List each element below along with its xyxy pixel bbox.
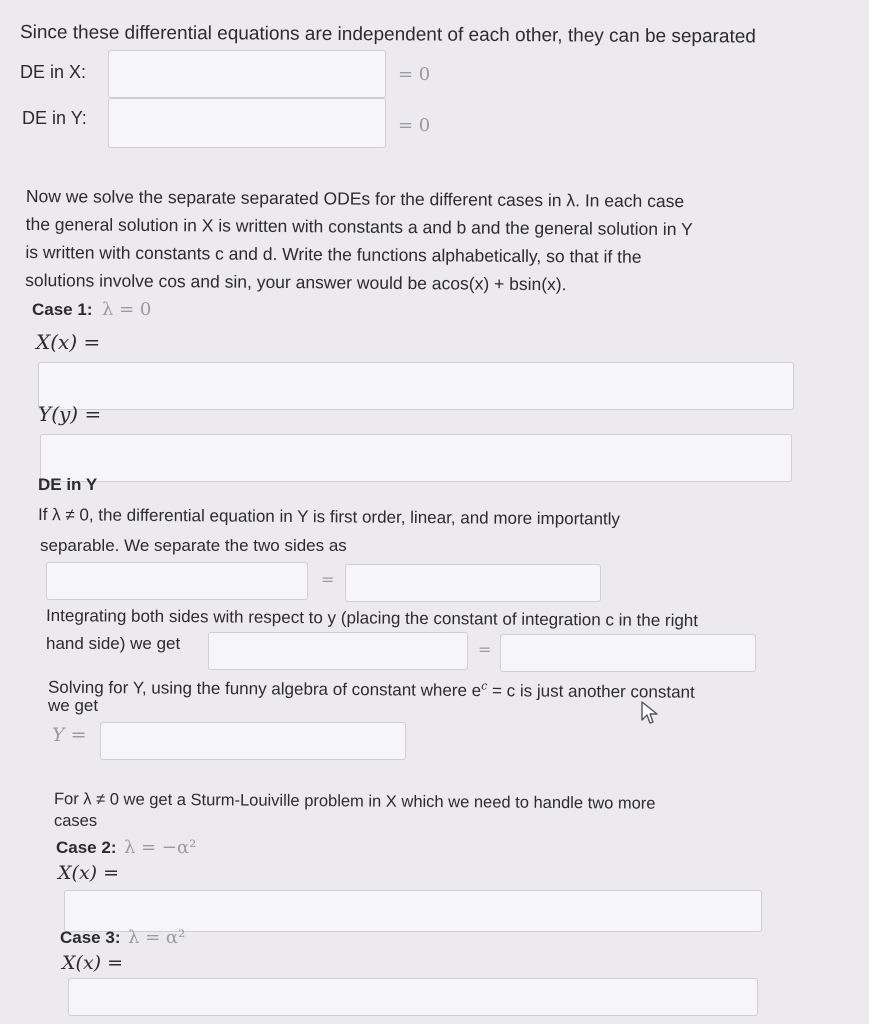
de-x-label: DE in X: — [20, 62, 87, 82]
solve-line2: we get — [48, 696, 99, 715]
de-in-y-heading: DE in Y — [38, 475, 98, 494]
de-x-rhs: = 0 — [398, 64, 431, 85]
integrate-line1: Integrating both sides with respect to y (placing the constant of integration c in the right — [45, 606, 699, 631]
integrate-left-input[interactable] — [208, 632, 468, 670]
integrate-right-input[interactable] — [500, 634, 756, 672]
separate-equals: = — [321, 570, 335, 589]
case1-x-input[interactable] — [38, 362, 794, 410]
instructions-line-2: the general solution in X is written with constants a and b and the general solution in Y — [25, 213, 693, 240]
case2-x-label: X(x) = — [58, 862, 120, 884]
separate-left-input[interactable] — [46, 562, 308, 600]
de-y-input[interactable] — [108, 98, 386, 148]
solve-text-b: = c is just another constant — [487, 681, 695, 702]
de-in-y-line2: separable. We separate the two sides as — [40, 536, 347, 555]
case3-label: Case 3: — [60, 928, 121, 947]
instructions-line-1: Now we solve the separate separated ODEs for the different cases in λ. In each case — [25, 185, 685, 212]
solve-superscript: c — [481, 679, 488, 693]
de-in-y-line1: If λ ≠ 0, the differential equation in Y is first order, linear, and more importantly — [37, 505, 621, 529]
de-y-rhs: = 0 — [398, 115, 431, 136]
case3-x-label: X(x) = — [62, 952, 124, 974]
instructions-paragraph — [25, 182, 816, 300]
case1-x-label: X(x) = — [36, 330, 101, 354]
case1-y-input[interactable] — [40, 434, 792, 482]
de-y-label: DE in Y: — [22, 108, 87, 128]
sturm-line1: For λ ≠ 0 we get a Sturm-Louiville problem in X which we need to handle two more — [53, 790, 656, 813]
case1-label: Case 1: — [32, 300, 93, 319]
case1-condition: λ = 0 — [102, 299, 152, 320]
de-x-input[interactable] — [108, 50, 386, 98]
y-solution-input[interactable] — [100, 722, 406, 760]
case2-x-input[interactable] — [64, 890, 762, 932]
intro-text: Since these differential equations are independent of each other, they can be separated — [19, 22, 756, 48]
instructions-line-4: solutions involve cos and sin, your answer would be acos(x) + bsin(x). — [25, 269, 567, 295]
case1-y-label: Y(y) = — [38, 402, 102, 426]
integrate-line2: hand side) we get — [46, 634, 181, 653]
solve-text-a: Solving for Y, using the funny algebra of constant where e — [47, 677, 482, 701]
instructions-line-3: is written with constants c and d. Write the functions alphabetically, so that if the — [25, 241, 642, 267]
solve-line1 — [48, 676, 695, 703]
mouse-cursor-icon — [640, 700, 660, 726]
sturm-line2: cases — [54, 812, 98, 830]
case3-x-input[interactable] — [68, 978, 758, 1016]
integrate-equals: = — [478, 640, 492, 659]
case2-condition: λ = −α² — [124, 837, 197, 858]
case3-condition: λ = α² — [128, 927, 186, 948]
separate-right-input[interactable] — [345, 564, 601, 602]
case2-label: Case 2: — [56, 838, 117, 857]
y-solution-label: Y = — [52, 724, 87, 746]
